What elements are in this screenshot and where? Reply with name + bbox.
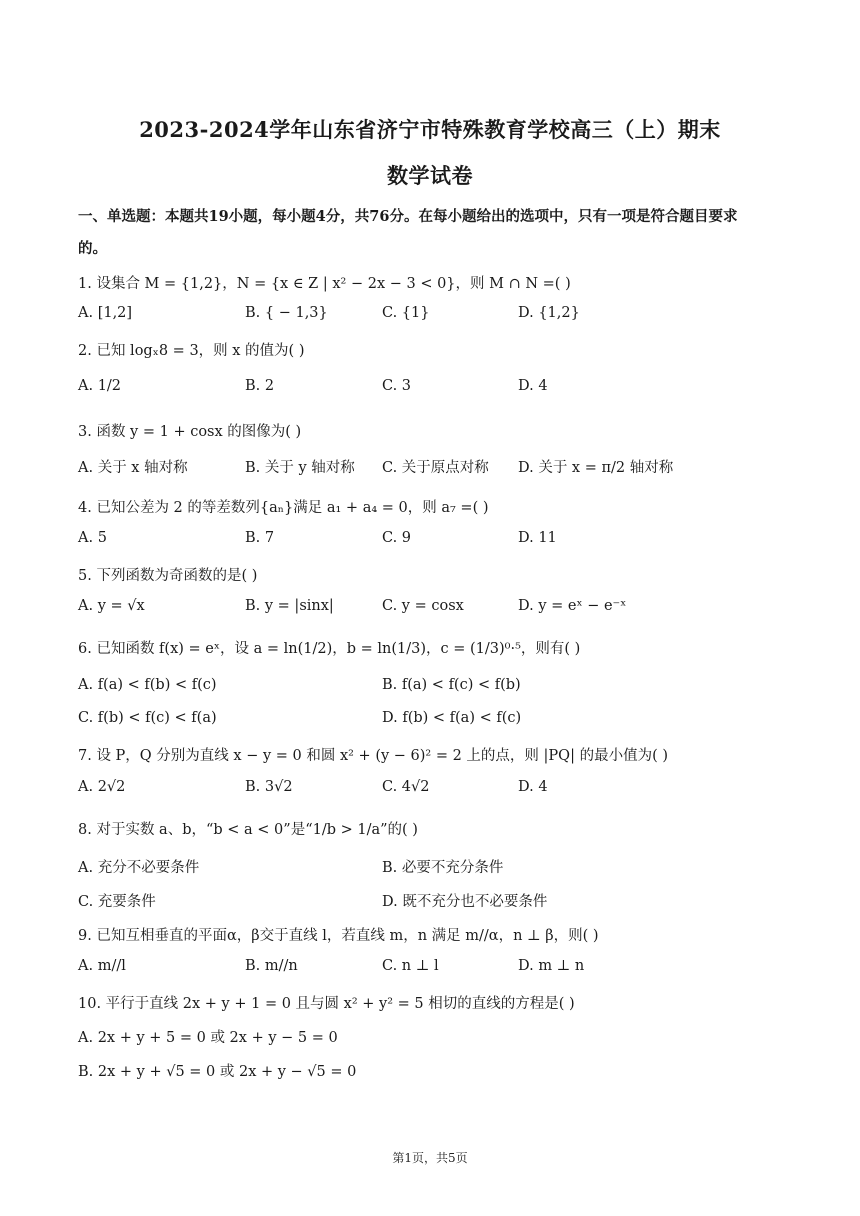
option-c: C. f(b) < f(c) < f(a) <box>78 710 217 726</box>
option-a: A. 2x + y + 5 = 0 或 2x + y − 5 = 0 <box>78 1030 338 1046</box>
question-stem: 1. 设集合 M = {1,2}，N = {x ∈ Z | x² − 2x − 3 < 0}，则 M ∩ N =( ) <box>78 276 571 292</box>
option-a: A. 充分不必要条件 <box>78 860 200 876</box>
option-d: D. 11 <box>518 530 557 546</box>
option-c: C. 4√2 <box>382 779 430 795</box>
question-stem: 2. 已知 logₓ8 = 3，则 x 的值为( ) <box>78 343 305 359</box>
option-d: D. 关于 x = π/2 轴对称 <box>518 460 674 476</box>
option-c: C. 充要条件 <box>78 894 156 910</box>
option-d: D. 4 <box>518 779 548 795</box>
question-stem: 7. 设 P，Q 分别为直线 x − y = 0 和圆 x² + (y − 6)² = 2 上的点，则 |PQ| 的最小值为( ) <box>78 748 668 764</box>
question-stem: 3. 函数 y = 1 + cosx 的图像为( ) <box>78 424 302 440</box>
option-c: C. 3 <box>382 378 412 394</box>
question-stem: 8. 对于实数 a、b，“b < a < 0”是“1/b > 1/a”的( ) <box>78 822 418 838</box>
question-stem: 10. 平行于直线 2x + y + 1 = 0 且与圆 x² + y² = 5 相切的直线的方程是( ) <box>78 996 575 1012</box>
option-d: D. m ⊥ n <box>518 958 585 974</box>
option-d: D. 既不充分也不必要条件 <box>382 894 548 910</box>
option-d: D. f(b) < f(a) < f(c) <box>382 710 522 726</box>
option-c: C. 9 <box>382 530 412 546</box>
option-b: B. 7 <box>245 530 275 546</box>
option-b: B. 2x + y + √5 = 0 或 2x + y − √5 = 0 <box>78 1064 357 1080</box>
question-stem: 6. 已知函数 f(x) = eˣ，设 a = ln(1/2)，b = ln(1/3)，c = (1/3)⁰·⁵，则有( ) <box>78 641 581 657</box>
option-a: A. [1,2] <box>78 305 133 321</box>
question-stem: 4. 已知公差为 2 的等差数列{aₙ}满足 a₁ + a₄ = 0，则 a₇ =( ) <box>78 500 489 516</box>
option-b: B. 2 <box>245 378 275 394</box>
option-b: B. f(a) < f(c) < f(b) <box>382 677 521 693</box>
page-subtitle: 数学试卷 <box>387 163 473 188</box>
question-stem: 5. 下列函数为奇函数的是( ) <box>78 568 258 584</box>
option-a: A. y = √x <box>78 598 145 614</box>
option-b: B. y = |sinx| <box>245 598 334 614</box>
option-c: C. {1} <box>382 305 430 321</box>
option-c: C. y = cosx <box>382 598 464 614</box>
option-b: B. m//n <box>245 958 298 974</box>
section-heading-cont: 的。 <box>78 240 107 257</box>
option-a: A. 1/2 <box>78 378 122 394</box>
option-a: A. 2√2 <box>78 779 126 795</box>
option-b: B. 关于 y 轴对称 <box>245 460 355 476</box>
option-c: C. n ⊥ l <box>382 958 439 974</box>
section-heading: 一、单选题：本题共19小题，每小题4分，共76分。在每小题给出的选项中，只有一项是符合题目要求 <box>78 208 738 225</box>
option-b: B. 3√2 <box>245 779 293 795</box>
option-a: A. 5 <box>78 530 107 546</box>
option-d: D. {1,2} <box>518 305 580 321</box>
option-b: B. 必要不充分条件 <box>382 860 504 876</box>
page-footer: 第1页，共5页 <box>392 1151 468 1165</box>
option-b: B. { − 1,3} <box>245 305 328 321</box>
page-title: 2023-2024学年山东省济宁市特殊教育学校高三（上）期末 <box>139 117 721 142</box>
option-a: A. 关于 x 轴对称 <box>78 460 188 476</box>
option-a: A. f(a) < f(b) < f(c) <box>78 677 217 693</box>
option-c: C. 关于原点对称 <box>382 460 489 476</box>
option-a: A. m//l <box>78 958 126 974</box>
option-d: D. y = eˣ − e⁻ˣ <box>518 598 627 614</box>
option-d: D. 4 <box>518 378 548 394</box>
question-stem: 9. 已知互相垂直的平面α，β交于直线 l，若直线 m，n 满足 m//α，n ⊥ β，则( ) <box>78 928 599 944</box>
